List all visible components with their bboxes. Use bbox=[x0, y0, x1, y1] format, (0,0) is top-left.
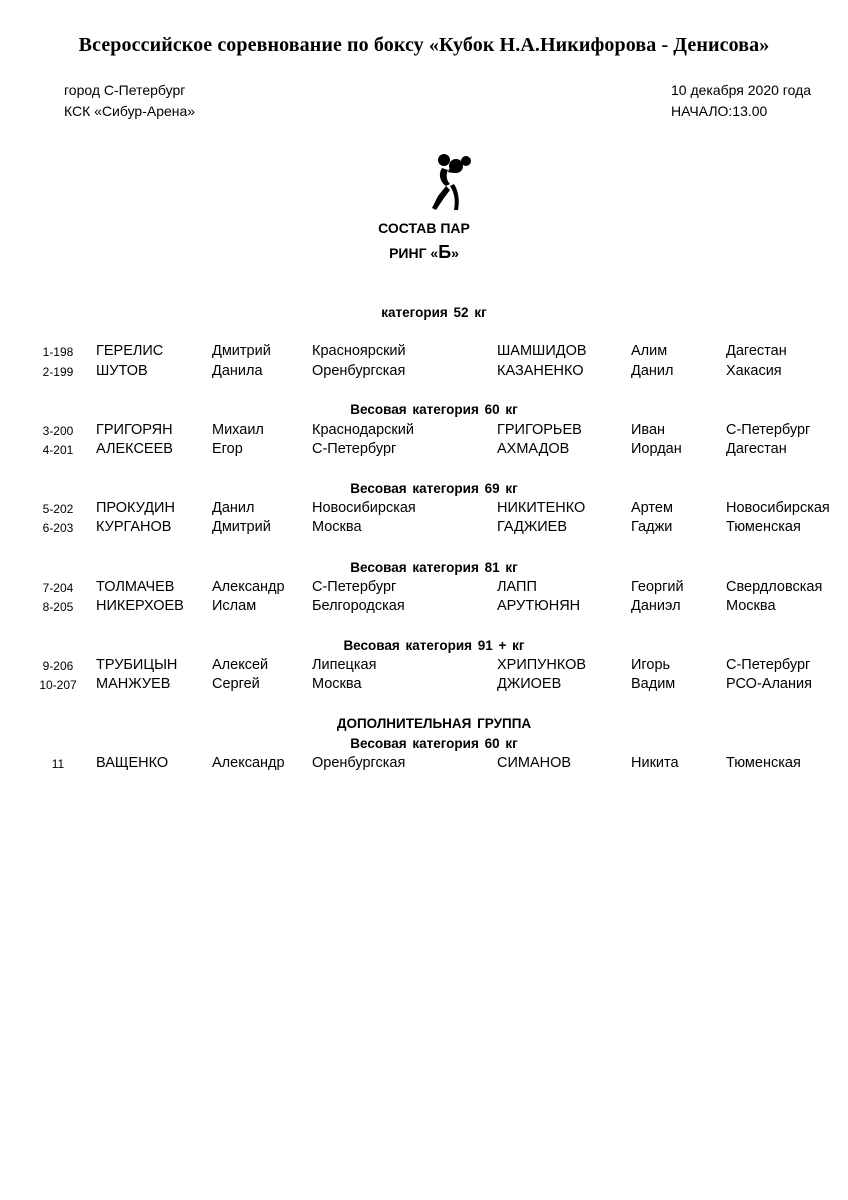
boxer1-firstname: Дмитрий bbox=[212, 343, 271, 359]
boxer1-region: Краснодарский bbox=[312, 422, 414, 438]
boxer-icon bbox=[426, 148, 474, 212]
section-title: Весовая категория 60 кг bbox=[350, 402, 518, 417]
location-block bbox=[64, 80, 195, 122]
boxer2-firstname: Гаджи bbox=[631, 519, 673, 535]
boxer1-region: Москва bbox=[312, 519, 362, 535]
table-row bbox=[0, 676, 848, 696]
boxer2-region: Хакасия bbox=[726, 363, 782, 379]
boxer1-region: Москва bbox=[312, 676, 362, 692]
boxer2-region: Тюменская bbox=[726, 519, 801, 535]
boxer1-surname: ГЕРЕЛИС bbox=[96, 343, 164, 359]
boxer1-firstname: Данил bbox=[212, 500, 255, 516]
table-row bbox=[0, 755, 848, 775]
bout-number: 3-200 bbox=[42, 424, 74, 438]
boxer1-firstname: Александр bbox=[212, 579, 285, 595]
table-row bbox=[0, 363, 848, 383]
ring-prefix: РИНГ « bbox=[389, 245, 439, 261]
section-title: Весовая категория 69 кг bbox=[350, 481, 518, 496]
bout-number: 8-205 bbox=[42, 600, 74, 614]
boxer2-region: Москва bbox=[726, 598, 776, 614]
boxer2-region: Тюменская bbox=[726, 755, 801, 771]
boxer2-region: С-Петербург bbox=[726, 657, 811, 673]
boxer2-firstname: Иван bbox=[631, 422, 666, 438]
boxer1-region: С-Петербург bbox=[312, 441, 397, 457]
boxer2-surname: АРУТЮНЯН bbox=[497, 598, 581, 614]
boxer2-firstname: Даниэл bbox=[631, 598, 681, 614]
boxer1-surname: АЛЕКСЕЕВ bbox=[96, 441, 173, 457]
boxer1-firstname: Дмитрий bbox=[212, 519, 271, 535]
table-row bbox=[0, 343, 848, 363]
boxer1-firstname: Ислам bbox=[212, 598, 257, 614]
table-row bbox=[0, 441, 848, 461]
bout-number: 1-198 bbox=[42, 345, 74, 359]
boxer1-surname: ВАЩЕНКО bbox=[96, 755, 169, 771]
section-title: Весовая категория 60 кг bbox=[350, 736, 518, 751]
boxer2-firstname: Иордан bbox=[631, 441, 682, 457]
boxer1-region: С-Петербург bbox=[312, 579, 397, 595]
pairs-heading: СОСТАВ ПАР bbox=[378, 220, 470, 236]
boxer1-surname: ПРОКУДИН bbox=[96, 500, 175, 516]
table-row bbox=[0, 579, 848, 599]
boxer1-region: Оренбургская bbox=[312, 755, 406, 771]
bout-number: 4-201 bbox=[42, 443, 74, 457]
section-title: Весовая категория 91 + кг bbox=[343, 638, 525, 653]
boxer1-surname: ШУТОВ bbox=[96, 363, 148, 379]
boxer2-surname: СИМАНОВ bbox=[497, 755, 572, 771]
boxer2-surname: ШАМШИДОВ bbox=[497, 343, 587, 359]
boxer2-region: РСО-Алания bbox=[726, 676, 812, 692]
table-row bbox=[0, 500, 848, 520]
start-time-text: НАЧАЛО:13.00 bbox=[671, 103, 768, 119]
table-row bbox=[0, 519, 848, 539]
boxer1-firstname: Александр bbox=[212, 755, 285, 771]
bout-number: 2-199 bbox=[42, 365, 74, 379]
boxer2-firstname: Никита bbox=[631, 755, 679, 771]
boxer1-region: Белгородская bbox=[312, 598, 405, 614]
boxer2-surname: АХМАДОВ bbox=[497, 441, 570, 457]
section-title: категория 52 кг bbox=[381, 305, 487, 320]
boxer2-firstname: Вадим bbox=[631, 676, 676, 692]
boxer1-surname: МАНЖУЕВ bbox=[96, 676, 171, 692]
boxer2-region: Новосибирская bbox=[726, 500, 830, 516]
boxer1-surname: ГРИГОРЯН bbox=[96, 422, 173, 438]
ring-suffix: » bbox=[451, 245, 459, 261]
boxer2-surname: ДЖИОЕВ bbox=[497, 676, 562, 692]
table-row bbox=[0, 598, 848, 618]
boxer2-firstname: Игорь bbox=[631, 657, 671, 673]
boxer2-firstname: Алим bbox=[631, 343, 668, 359]
bout-number: 7-204 bbox=[42, 581, 74, 595]
section-title: Весовая категория 81 кг bbox=[350, 560, 518, 575]
boxer2-firstname: Данил bbox=[631, 363, 674, 379]
city-text: город С-Петербург bbox=[64, 82, 186, 98]
boxer1-firstname: Егор bbox=[212, 441, 243, 457]
boxer2-region: Дагестан bbox=[726, 441, 787, 457]
boxer2-surname: ХРИПУНКОВ bbox=[497, 657, 587, 673]
venue-text: КСК «Сибур-Арена» bbox=[64, 103, 196, 119]
boxer2-firstname: Артем bbox=[631, 500, 673, 516]
boxer2-surname: ГРИГОРЬЕВ bbox=[497, 422, 582, 438]
bout-number: 9-206 bbox=[42, 659, 74, 673]
boxer2-region: Свердловская bbox=[726, 579, 823, 595]
date-block bbox=[671, 80, 811, 122]
bout-number: 11 bbox=[51, 757, 65, 771]
boxer1-region: Новосибирская bbox=[312, 500, 416, 516]
boxer1-firstname: Алексей bbox=[212, 657, 269, 673]
boxer2-region: С-Петербург bbox=[726, 422, 811, 438]
table-row bbox=[0, 657, 848, 677]
extra-group-title: ДОПОЛНИТЕЛЬНАЯ ГРУППА bbox=[336, 716, 532, 731]
boxer1-firstname: Данила bbox=[212, 363, 263, 379]
bout-number: 5-202 bbox=[42, 502, 74, 516]
date-text: 10 декабря 2020 года bbox=[671, 82, 812, 98]
boxer1-region: Красноярский bbox=[312, 343, 406, 359]
bout-number: 6-203 bbox=[42, 521, 74, 535]
boxer1-surname: ТОЛМАЧЕВ bbox=[96, 579, 175, 595]
table-row bbox=[0, 422, 848, 442]
boxer1-surname: ТРУБИЦЫН bbox=[96, 657, 178, 673]
boxer1-region: Липецкая bbox=[312, 657, 377, 673]
boxer2-region: Дагестан bbox=[726, 343, 787, 359]
document-title: Всероссийское соревнование по боксу «Кубок Н.А.Никифорова - Денисова» bbox=[78, 34, 770, 56]
boxer1-surname: НИКЕРХОЕВ bbox=[96, 598, 184, 614]
boxer2-surname: НИКИТЕНКО bbox=[497, 500, 586, 516]
boxer2-surname: КАЗАНЕНКО bbox=[497, 363, 584, 379]
bout-number: 10-207 bbox=[39, 678, 77, 692]
boxer2-surname: ГАДЖИЕВ bbox=[497, 519, 568, 535]
ring-letter: Б bbox=[438, 242, 452, 262]
ring-heading bbox=[0, 242, 848, 263]
boxer1-firstname: Сергей bbox=[212, 676, 260, 692]
boxer1-surname: КУРГАНОВ bbox=[96, 519, 172, 535]
boxer1-firstname: Михаил bbox=[212, 422, 264, 438]
boxer2-surname: ЛАПП bbox=[497, 579, 537, 595]
boxer1-region: Оренбургская bbox=[312, 363, 406, 379]
boxer2-firstname: Георгий bbox=[631, 579, 684, 595]
